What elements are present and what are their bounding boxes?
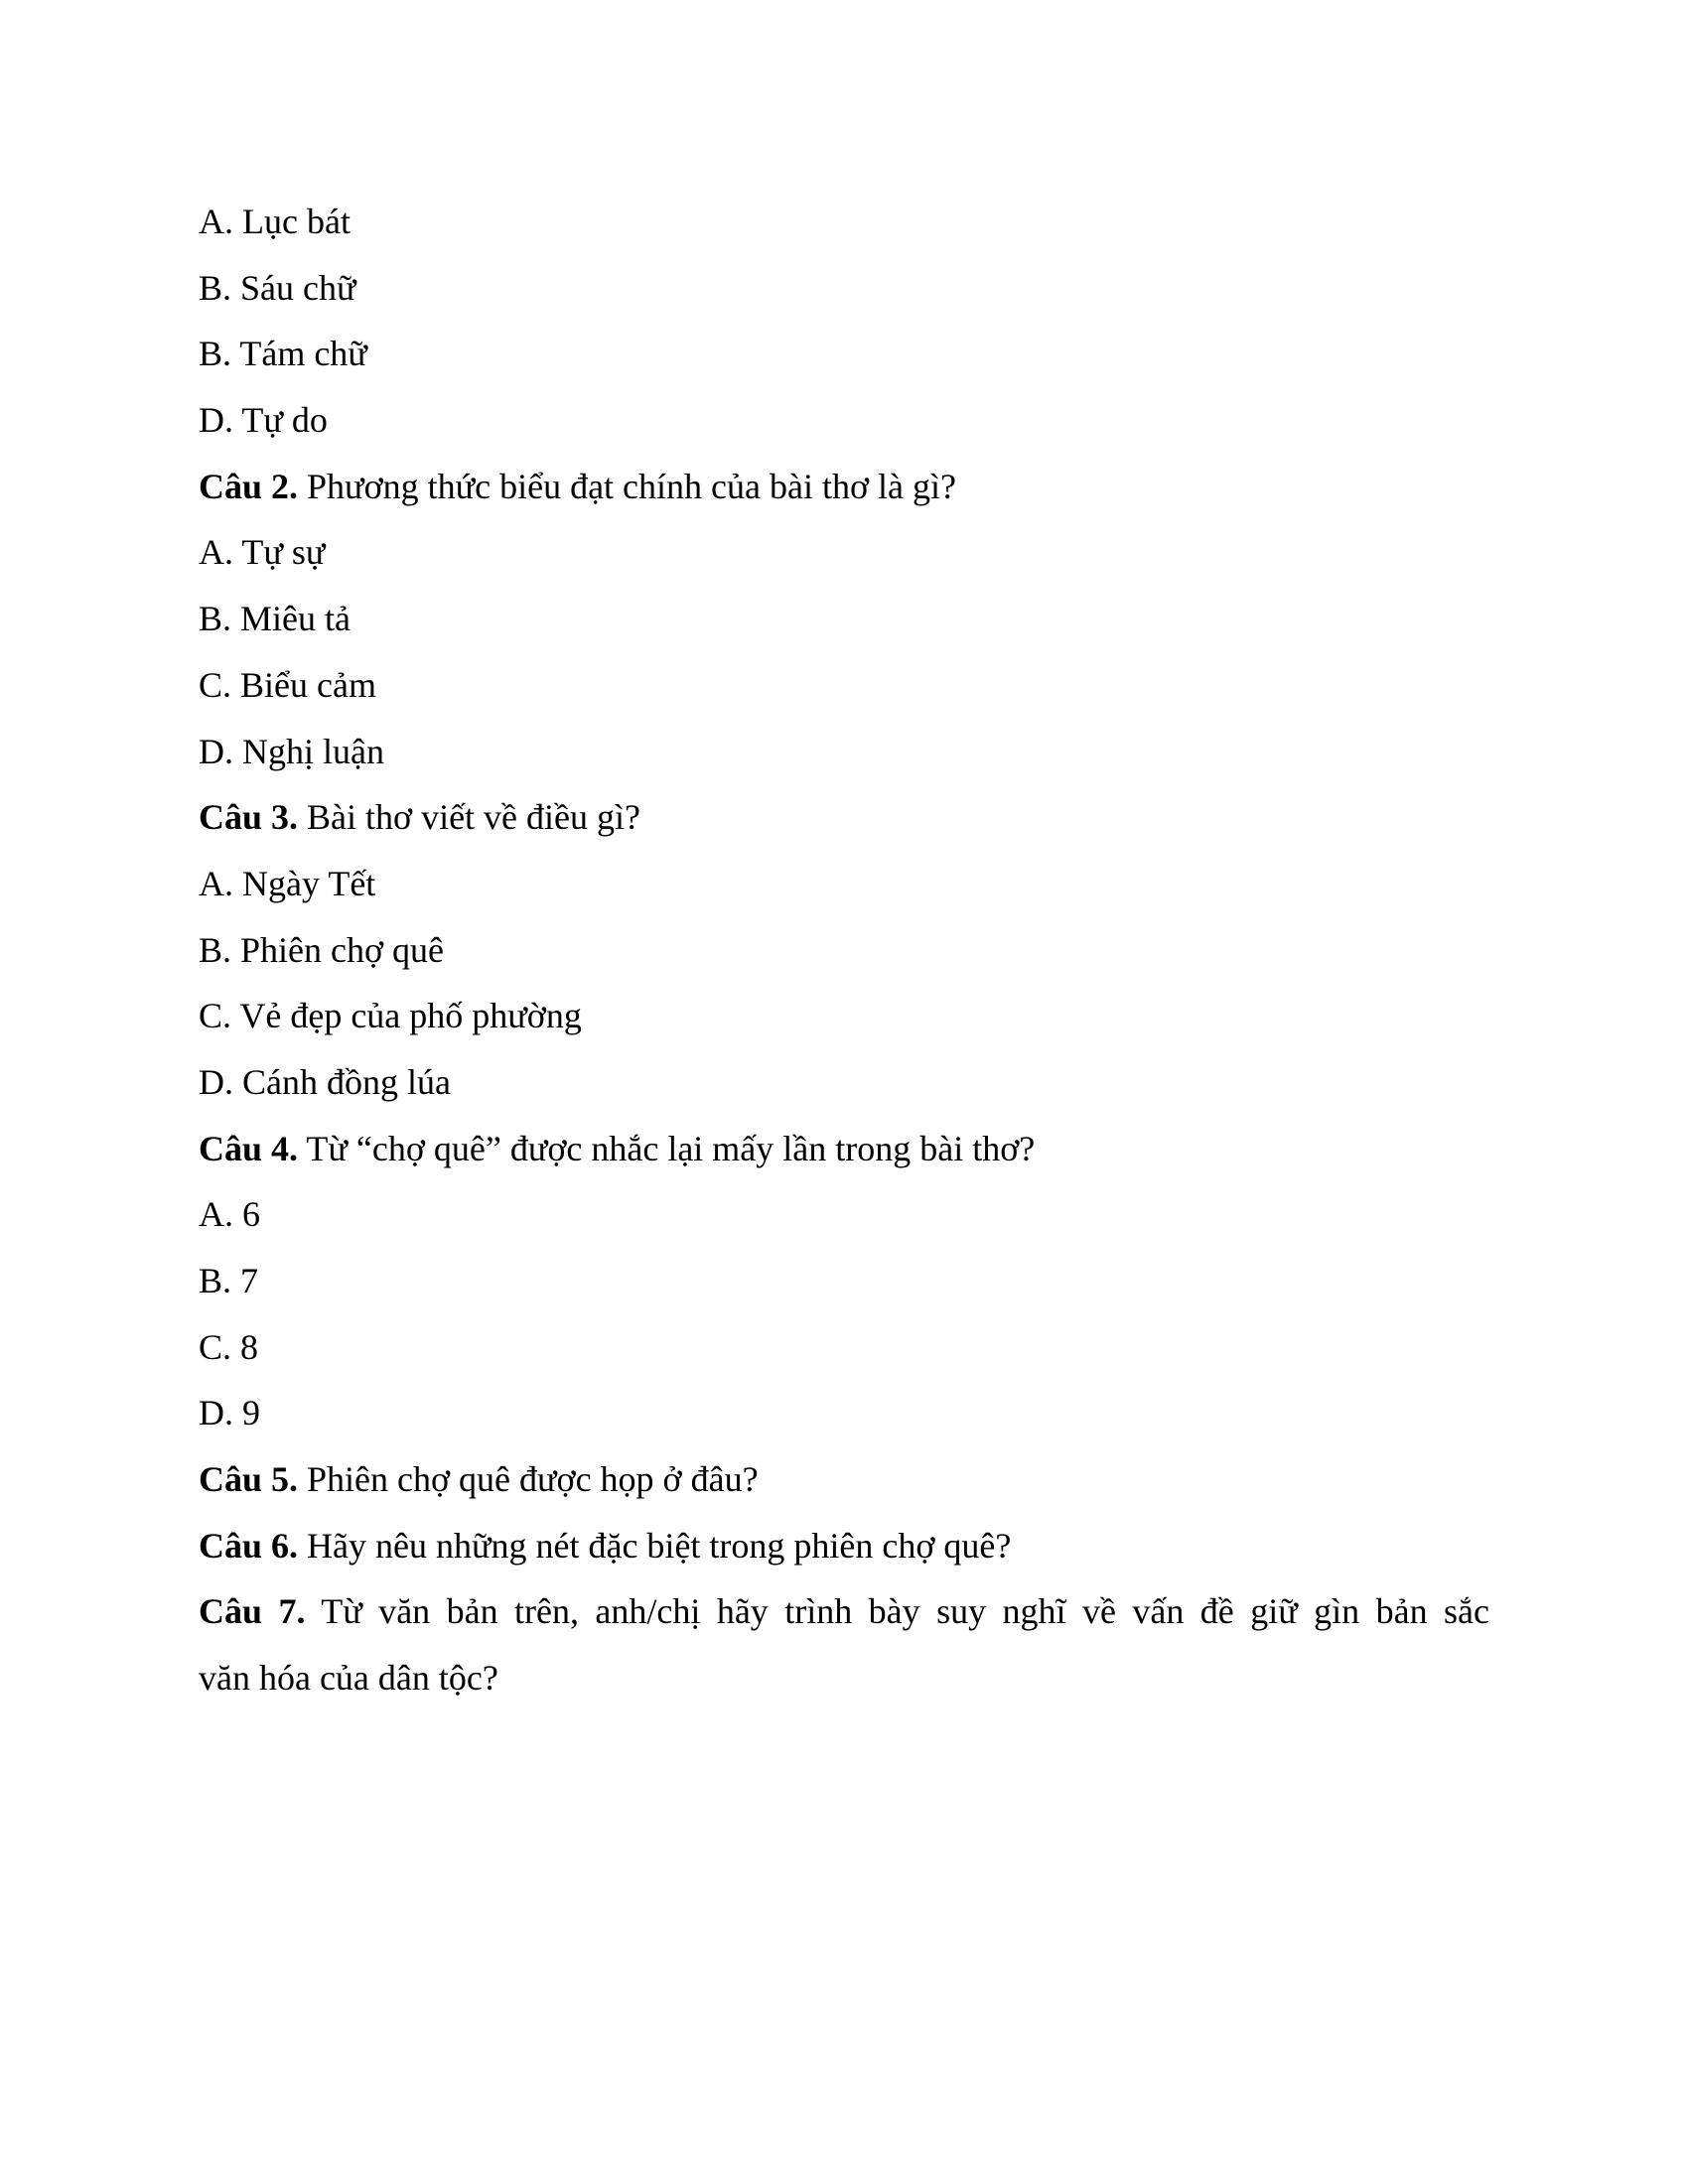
- question-6: [199, 1513, 1489, 1579]
- question-7: [199, 1578, 1489, 1645]
- question-5-text: Phiên chợ quê được họp ở đâu?: [298, 1459, 759, 1500]
- question-7-text-line1: Từ văn bản trên, anh/chị hãy trình bày suy nghĩ về vấn đề giữ gìn bản sắc: [305, 1591, 1489, 1632]
- q1-option-b: B. Sáu chữ: [199, 267, 356, 308]
- question-4: [199, 1116, 1489, 1182]
- q3-option-d: D. Cánh đồng lúa: [199, 1061, 451, 1102]
- q4-option-b: B. 7: [199, 1261, 259, 1300]
- question-7-label: Câu 7.: [199, 1591, 306, 1632]
- q2-option-b: B. Miêu tả: [199, 599, 351, 639]
- document-page: [199, 189, 1489, 1711]
- q3-option-b: B. Phiên chợ quê: [199, 929, 445, 970]
- question-3-text: Bài thơ viết về điều gì?: [298, 797, 640, 838]
- question-4-text: Từ “chợ quê” được nhắc lại mấy lần trong bài thơ?: [298, 1128, 1036, 1168]
- question-5-label: Câu 5.: [199, 1459, 299, 1500]
- question-2-text: Phương thức biểu đạt chính của bài thơ là gì?: [298, 466, 956, 506]
- q2-option-a: A. Tự sự: [199, 532, 326, 573]
- question-3-label: Câu 3.: [199, 797, 299, 838]
- question-7-continuation: văn hóa của dân tộc?: [199, 1658, 498, 1699]
- q3-option-a: A. Ngày Tết: [199, 863, 376, 903]
- q2-option-c: C. Biểu cảm: [199, 664, 376, 705]
- question-2-label: Câu 2.: [199, 466, 299, 506]
- q1-option-a: A. Lục bát: [199, 202, 351, 241]
- question-5: [199, 1446, 1489, 1513]
- q1-option-d: D. Tự do: [199, 400, 328, 441]
- question-4-label: Câu 4.: [199, 1128, 299, 1168]
- q4-option-d: D. 9: [199, 1393, 260, 1433]
- q4-option-a: A. 6: [199, 1194, 260, 1235]
- q4-option-c: C. 8: [199, 1326, 259, 1367]
- question-2: [199, 454, 1489, 520]
- q1-option-b-second: B. Tám chữ: [199, 334, 367, 374]
- q2-option-d: D. Nghị luận: [199, 731, 384, 771]
- question-6-text: Hãy nêu những nét đặc biệt trong phiên chợ quê?: [298, 1525, 1012, 1566]
- question-3: [199, 784, 1489, 851]
- q3-option-c: C. Vẻ đẹp của phố phường: [199, 996, 582, 1036]
- question-6-label: Câu 6.: [199, 1525, 299, 1566]
